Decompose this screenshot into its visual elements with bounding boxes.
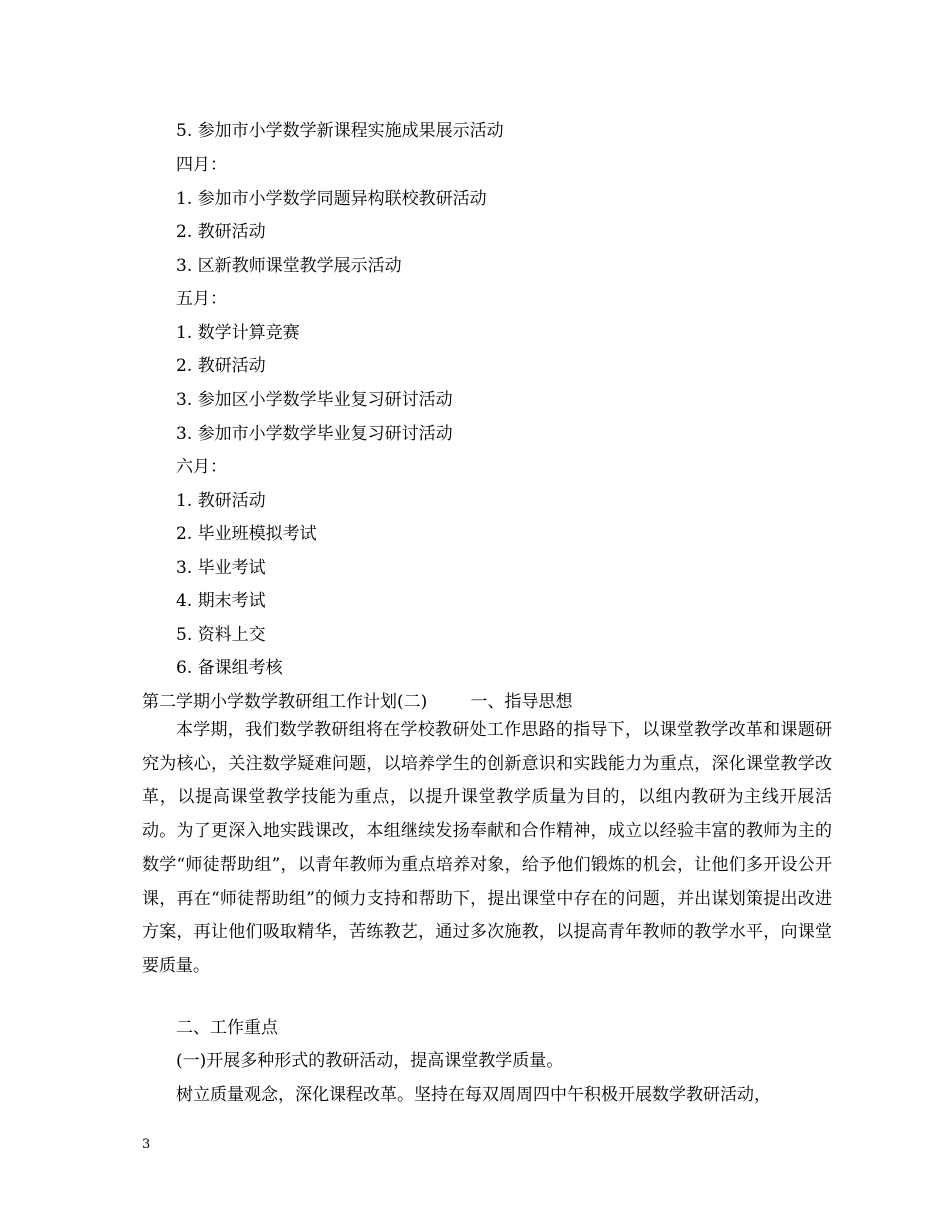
list-line: 3. 参加市小学数学毕业复习研讨活动 [176, 424, 453, 444]
month-heading: 六月： [176, 457, 227, 477]
list-line: 3. 毕业考试 [176, 558, 266, 578]
month-heading: 四月： [176, 155, 227, 175]
list-line: 4. 期末考试 [176, 591, 266, 611]
list-line: 5. 资料上交 [176, 625, 266, 645]
list-line: 1. 数学计算竞赛 [176, 323, 300, 343]
list-line: 2. 教研活动 [176, 356, 266, 376]
list-line: 3. 区新教师课堂教学展示活动 [176, 256, 402, 276]
subsection-heading: (一)开展多种形式的教研活动，提高课堂教学质量。 [176, 1051, 564, 1071]
list-line: 2. 教研活动 [176, 222, 266, 242]
list-line: 1. 教研活动 [176, 491, 266, 511]
body-line: 树立质量观念，深化课程改革。坚持在每双周周四中午积极开展数学教研活动， [176, 1085, 771, 1105]
list-line: 5. 参加市小学数学新课程实施成果展示活动 [176, 121, 504, 141]
list-line: 2. 毕业班模拟考试 [176, 524, 317, 544]
section-heading: 二、工作重点 [176, 1018, 278, 1038]
list-line: 1. 参加市小学数学同题异构联校教研活动 [176, 189, 487, 209]
page-number: 3 [142, 1137, 151, 1152]
guiding-paragraph: 本学期，我们数学教研组将在学校教研处工作思路的指导下，以课堂教学改革和课题研究为核心，关注数学疑难问题，以培养学生的创新意识和实践能力为重点，深化课堂教学改革，以提高课堂教学技能为重点，以提升课堂教学质量为目的，以组内教研为主线开展活动。为了更深入地实践课改，本组继续发扬奉献和合作精神，成立以经验丰富的教师为主的数学“师徒帮助组”，以青年教师为重点培养对象，给予他们锻炼的机会，让他们多开设公开课，再在“师徒帮助组”的倾力支持和帮助下，提出课堂中存在的问题，并出谋划策提出改进方案，再让他们吸取精华，苦练教艺，通过多次施教，以提高青年教师的教学水平，向课堂要质量。 [142, 720, 832, 976]
list-line: 3. 参加区小学数学毕业复习研讨活动 [176, 390, 453, 410]
list-line: 6. 备课组考核 [176, 658, 283, 678]
month-heading: 五月： [176, 289, 227, 309]
plan-heading: 第二学期小学数学教研组工作计划(二) 一、指导思想 [142, 692, 573, 712]
